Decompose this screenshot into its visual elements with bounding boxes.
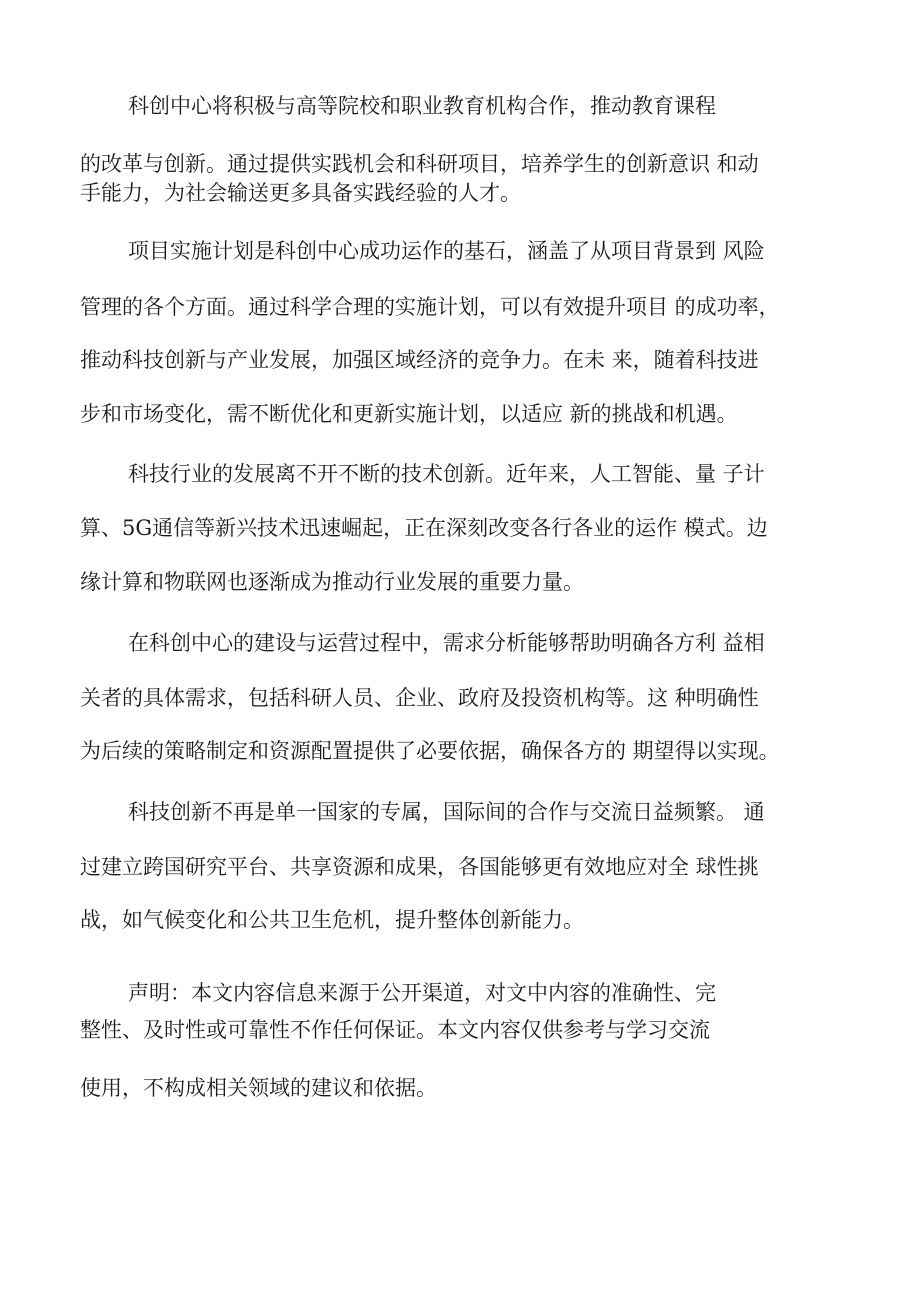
paragraph-3-line-1: 科技行业的发展离不开不断的技术创新。近年来，人工智能、量 子计 [128, 462, 765, 486]
paragraph-5-line-3: 战，如气候变化和公共卫生危机，提升整体创新能力。 [80, 908, 584, 932]
paragraph-2-line-3: 推动科技创新与产业发展，加强区域经济的竞争力。在未 来，随着科技进 [80, 348, 759, 372]
paragraph-3-line-2: 算、5G通信等新兴技术迅速崛起，正在深刻改变各行各业的运作 模式。边 [80, 516, 768, 540]
paragraph-4-line-1: 在科创中心的建设与运营过程中，需求分析能够帮助明确各方利 益相 [128, 631, 765, 655]
paragraph-2-line-4: 步和市场变化，需不断优化和更新实施计划，以适应 新的挑战和机遇。 [80, 402, 738, 426]
paragraph-2-line-1: 项目实施计划是科创中心成功运作的基石，涵盖了从项目背景到 风险 [128, 239, 765, 263]
paragraph-1-line-3: 手能力，为社会输送更多具备实践经验的人才。 [80, 181, 521, 205]
paragraph-5-line-1: 科技创新不再是单一国家的专属，国际间的合作与交流日益频繁。 通 [128, 800, 765, 824]
paragraph-3-line-3: 缘计算和物联网也逐渐成为推动行业发展的重要力量。 [80, 570, 584, 594]
paragraph-4-line-3: 为后续的策略制定和资源配置提供了必要依据，确保各方的 期望得以实现。 [80, 739, 780, 763]
paragraph-4-line-2: 关者的具体需求，包括科研人员、企业、政府及投资机构等。这 种明确性 [80, 686, 759, 710]
paragraph-5-line-2: 过建立跨国研究平台、共享资源和成果，各国能够更有效地应对全 球性挑 [80, 855, 759, 879]
paragraph-1-line-2: 的改革与创新。通过提供实践机会和科研项目，培养学生的创新意识 和动 [80, 152, 759, 176]
disclaimer-line-1: 声明：本文内容信息来源于公开渠道，对文中内容的准确性、完 [128, 981, 716, 1005]
paragraph-1-line-1: 科创中心将积极与高等院校和职业教育机构合作，推动教育课程 [128, 94, 716, 118]
disclaimer-line-2: 整性、及时性或可靠性不作任何保证。本文内容仅供参考与学习交流 [80, 1018, 710, 1042]
disclaimer-line-3: 使用，不构成相关领域的建议和依据。 [80, 1076, 437, 1100]
paragraph-2-line-2: 管理的各个方面。通过科学合理的实施计划，可以有效提升项目 的成功率， [80, 295, 780, 319]
